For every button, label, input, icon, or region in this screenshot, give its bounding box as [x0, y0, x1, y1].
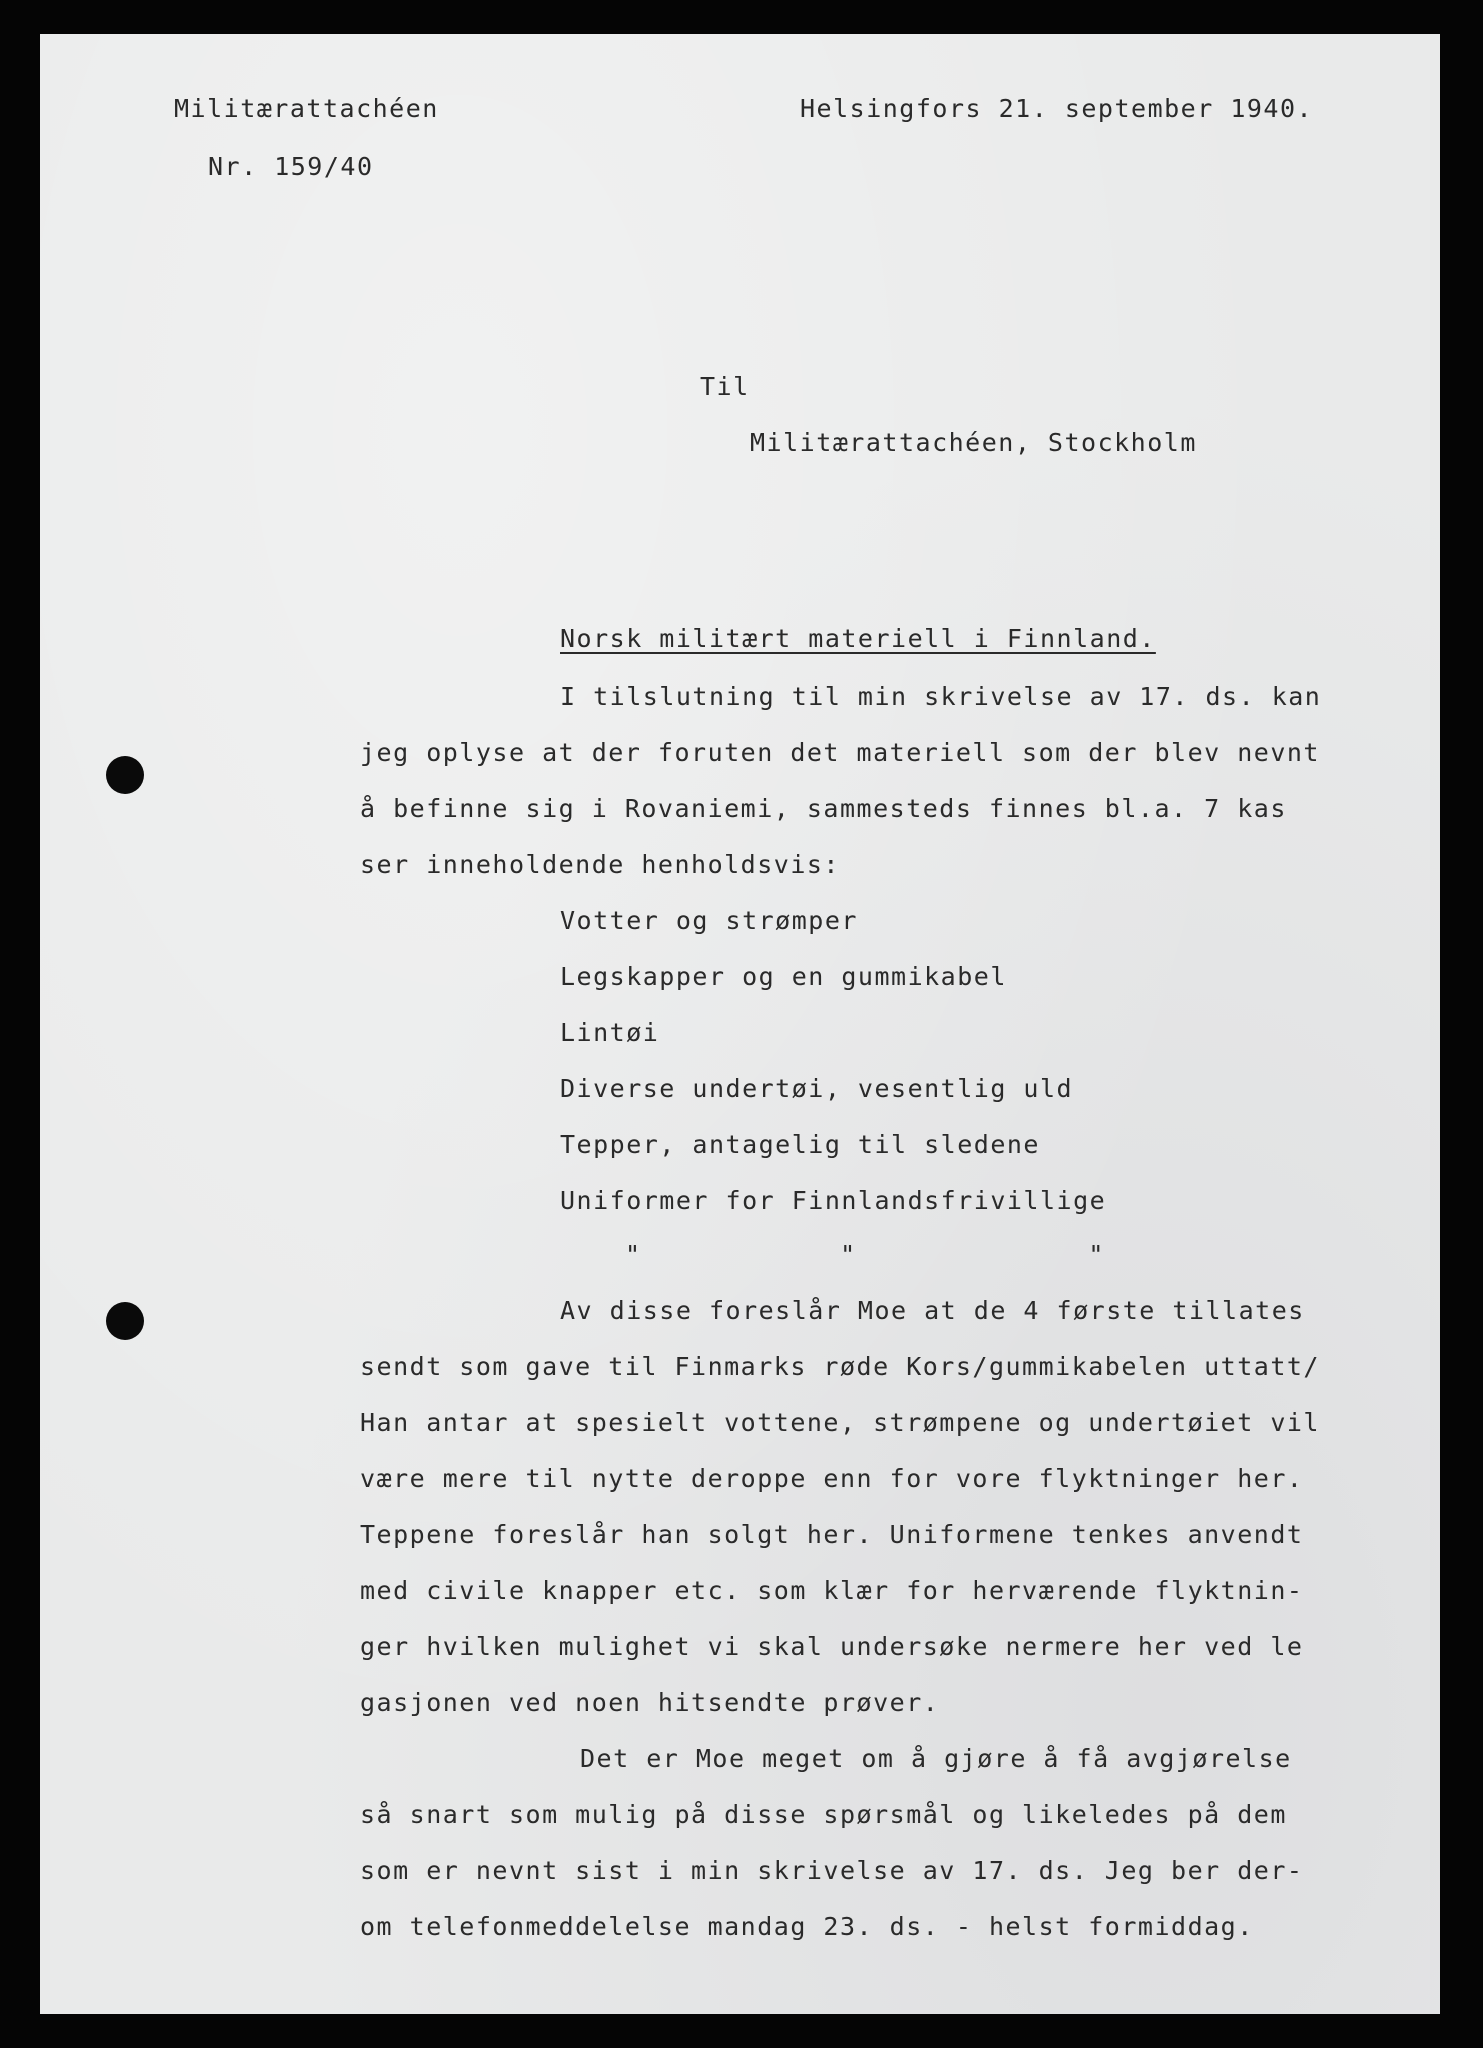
body-line: Av disse foreslår Moe at de 4 første tillates — [560, 1296, 1305, 1325]
body-line: være mere til nytte deroppe enn for vore flyktninger her. — [360, 1464, 1304, 1493]
item-line: Diverse undertøi, vesentlig uld — [560, 1074, 1074, 1103]
reference-number: Nr. 159/40 — [208, 152, 374, 181]
body-line: så snart som mulig på disse spørsmål og likeledes på dem — [360, 1800, 1287, 1829]
punch-hole-bottom — [106, 1302, 144, 1340]
intro-line: å befinne sig i Rovaniemi, sammesteds finnes bl.a. 7 kas — [360, 794, 1287, 823]
item-line: Legskapper og en gummikabel — [560, 962, 1007, 991]
item-line: Uniformer for Finnlandsfrivillige — [560, 1186, 1107, 1215]
punch-hole-top — [106, 756, 144, 794]
intro-line: ser inneholdende henholdsvis: — [360, 850, 840, 879]
item-line-ditto: " " " — [625, 1240, 1105, 1269]
body-line: Teppene foreslår han solgt her. Uniformene tenkes anvendt — [360, 1520, 1304, 1549]
address-til: Til — [700, 372, 750, 401]
sender-line: Militærattachéen — [174, 94, 439, 123]
item-line: Votter og strømper — [560, 906, 858, 935]
body-line: med civile knapper etc. som klær for herværende flyktnin- — [360, 1576, 1304, 1605]
body-line: ger hvilken mulighet vi skal undersøke nermere her ved le — [360, 1632, 1304, 1661]
body-line: om telefonmeddelelse mandag 23. ds. - helst formiddag. — [360, 1912, 1254, 1941]
place-date: Helsingfors 21. september 1940. — [800, 94, 1314, 123]
body-line: gasjonen ved noen hitsendte prøver. — [360, 1688, 940, 1717]
intro-line: I tilslutning til min skrivelse av 17. ds. kan — [560, 682, 1322, 711]
body-line: som er nevnt sist i min skrivelse av 17. ds. Jeg ber der- — [360, 1856, 1304, 1885]
address-recipient: Militærattachéen, Stockholm — [750, 428, 1197, 457]
subject-heading: Norsk militært materiell i Finnland. — [560, 624, 1156, 653]
intro-line: jeg oplyse at der foruten det materiell som der blev nevnt — [360, 738, 1320, 767]
item-line: Tepper, antagelig til sledene — [560, 1130, 1040, 1159]
body-line: Det er Moe meget om å gjøre å få avgjørelse — [580, 1744, 1292, 1773]
item-line: Lintøi — [560, 1018, 660, 1047]
letter-sheet — [40, 34, 1440, 2014]
body-line: Han antar at spesielt vottene, strømpene og undertøiet vil — [360, 1408, 1320, 1437]
body-line: sendt som gave til Finmarks røde Kors/gummikabelen uttatt/ — [360, 1352, 1320, 1381]
